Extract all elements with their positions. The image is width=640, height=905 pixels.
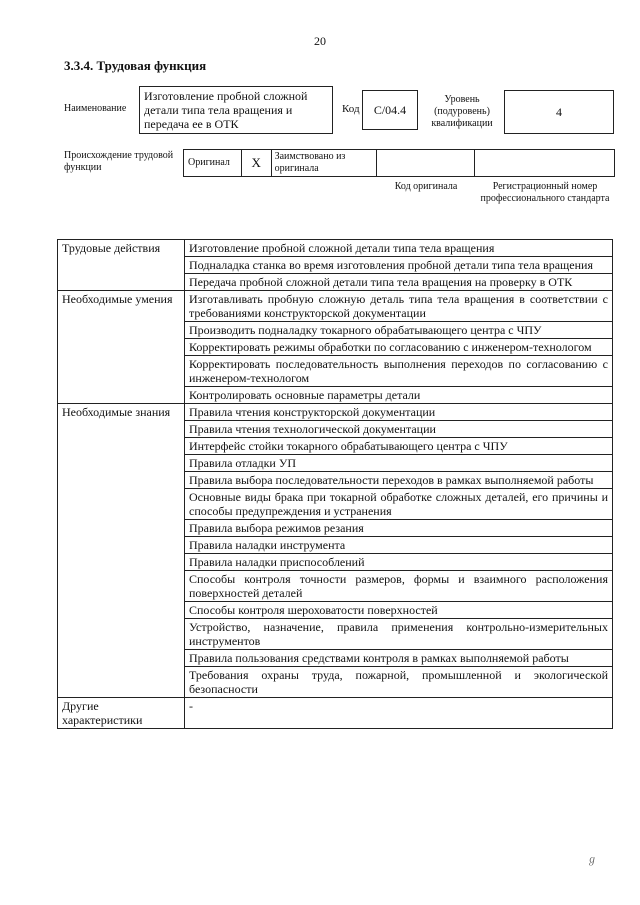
item-cell: Правила наладки инструмента [185, 537, 613, 554]
reg-number-label: Регистрационный номер профессионального стандарта [480, 181, 610, 204]
item-cell: Основные виды брака при токарной обработке сложных деталей, его причины и способы предупреждения и устранения [185, 489, 613, 520]
item-cell: Корректировать последовательность выполнения переходов по согласованию с инженером-технологом [185, 356, 613, 387]
item-cell: Корректировать режимы обработки по согласованию с инженером-технологом [185, 339, 613, 356]
reg-number-cell [475, 150, 614, 176]
item-cell: Правила наладки приспособлений [185, 554, 613, 571]
name-label: Наименование [64, 103, 127, 114]
section-title: 3.3.4. Трудовая функция [64, 58, 207, 73]
origin-row [183, 149, 615, 177]
item-cell: Правила выбора режимов резания [185, 520, 613, 537]
item-cell: Подналадка станка во время изготовления пробной детали типа тела вращения [185, 257, 613, 274]
item-cell: Правила чтения технологической документации [185, 421, 613, 438]
item-cell: Способы контроля точности размеров, формы и взаимного расположения поверхностей деталей [185, 571, 613, 602]
code-label: Код [342, 103, 360, 115]
item-cell: Способы контроля шероховатости поверхностей [185, 602, 613, 619]
table-row [58, 404, 613, 421]
item-cell: Правила чтения конструкторской документации [185, 404, 613, 421]
original-label: Оригинал [184, 150, 242, 176]
code-original-label: Код оригинала [394, 181, 458, 192]
table-row [58, 698, 613, 729]
category-cell: Трудовые действия [58, 240, 185, 291]
code-original-cell [377, 150, 475, 176]
category-cell: Другие характеристики [58, 698, 185, 729]
code-value-box: C/04.4 [362, 90, 418, 130]
page-number: 20 [314, 34, 326, 48]
item-cell: Устройство, назначение, правила применения контрольно-измерительных инструментов [185, 619, 613, 650]
item-cell: Интерфейс стойки токарного обрабатывающего центра с ЧПУ [185, 438, 613, 455]
category-cell: Необходимые знания [58, 404, 185, 698]
item-cell: Правила выбора последовательности переходов в рамках выполняемой работы [185, 472, 613, 489]
borrowed-label: Заимствовано из оригинала [272, 150, 378, 176]
item-cell: - [185, 698, 613, 729]
item-cell: Передача пробной сложной детали типа тела вращения на проверку в ОТК [185, 274, 613, 291]
table-row [58, 291, 613, 322]
level-value-box: 4 [504, 90, 614, 134]
item-cell: Правила пользования средствами контроля в рамках выполняемой работы [185, 650, 613, 667]
handwritten-mark: ℊ [587, 855, 597, 866]
item-cell: Производить подналадку токарного обрабатывающего центра с ЧПУ [185, 322, 613, 339]
item-cell: Требования охраны труда, пожарной, промышленной и экологической безопасности [185, 667, 613, 698]
level-label: Уровень (подуровень) квалификации [431, 94, 493, 129]
original-mark: X [242, 150, 272, 176]
item-cell: Изготовление пробной сложной детали типа тела вращения [185, 240, 613, 257]
item-cell: Правила отладки УП [185, 455, 613, 472]
origin-label: Происхождение трудовой функции [64, 150, 174, 173]
table-row [58, 240, 613, 257]
category-cell: Необходимые умения [58, 291, 185, 404]
name-value-box: Изготовление пробной сложной детали типа тела вращения и передача ее в ОТК [139, 86, 333, 134]
function-table [57, 239, 613, 729]
item-cell: Изготавливать пробную сложную деталь типа тела вращения в соответствии с требованиями конструкторской документации [185, 291, 613, 322]
item-cell: Контролировать основные параметры детали [185, 387, 613, 404]
